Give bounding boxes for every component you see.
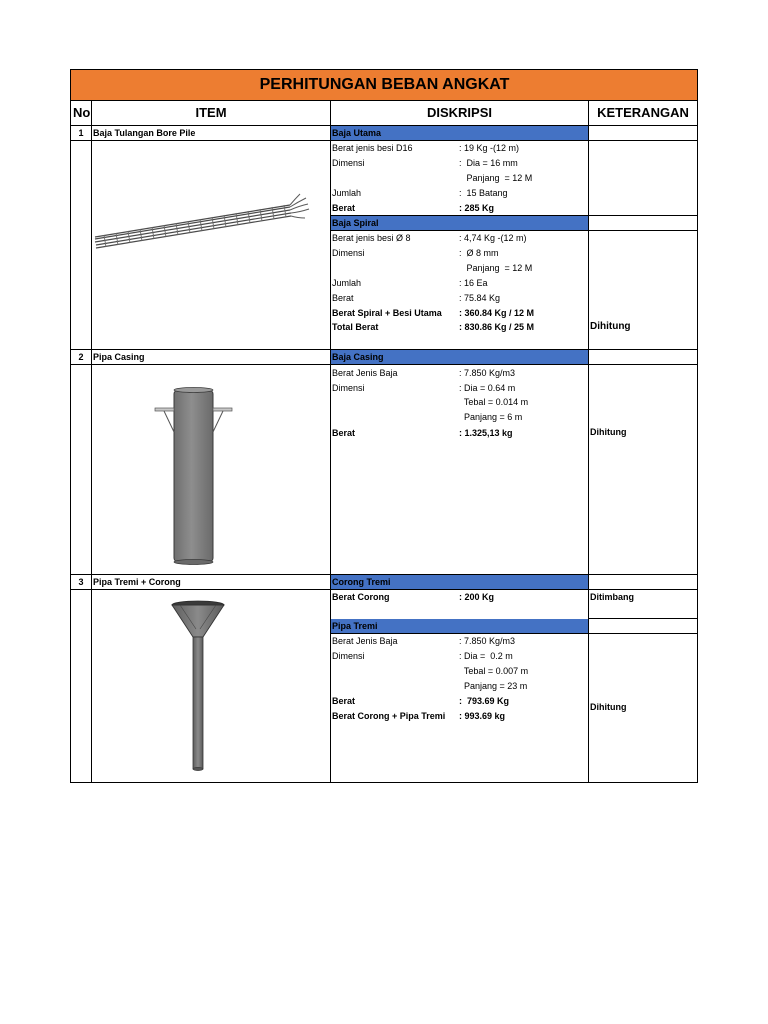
spec-value: : Dia = 16 mm <box>459 158 518 168</box>
grid-line <box>70 349 698 350</box>
spec-label: Berat jenis besi Ø 8 <box>332 233 411 243</box>
spec-label: Berat Corong + Pipa Tremi <box>332 711 446 721</box>
spec-value: : 7.850 Kg/m3 <box>459 368 516 378</box>
grid-line <box>70 589 698 590</box>
keterangan-text: Dihitung <box>590 321 631 332</box>
spec-value: : 4,74 Kg -(12 m) <box>459 233 527 243</box>
grid-line <box>330 100 331 783</box>
keterangan-text: Dihitung <box>590 427 627 437</box>
section-title: Pipa Tremi <box>332 621 378 631</box>
keterangan-text: Dihitung <box>590 702 627 712</box>
spec-value: : 1.325,13 kg <box>459 428 513 438</box>
spec-value: : 200 Kg <box>459 592 495 602</box>
spec-value: Panjang = 6 m <box>459 412 523 422</box>
spec-label: Berat Corong <box>332 592 390 602</box>
spec-value: : 793.69 Kg <box>459 696 510 706</box>
spec-value: Panjang = 23 m <box>459 681 528 691</box>
spec-label: Berat Jenis Baja <box>332 368 398 378</box>
rebar-cage-illustration <box>92 188 312 253</box>
spec-value: : 16 Ea <box>459 278 488 288</box>
header-keterangan: KETERANGAN <box>597 105 689 120</box>
item-name: Baja Tulangan Bore Pile <box>93 128 196 138</box>
spec-value: Tebal = 0.007 m <box>459 666 529 676</box>
spec-value: : Dia = 0.64 m <box>459 383 516 393</box>
spec-label: Berat Jenis Baja <box>332 636 398 646</box>
spec-value: : Ø 8 mm <box>459 248 499 258</box>
spec-label: Jumlah <box>332 188 362 198</box>
spec-value: : 360.84 Kg / 12 M <box>459 308 535 318</box>
spec-value: : 19 Kg -(12 m) <box>459 143 520 153</box>
grid-line <box>331 230 698 231</box>
spec-label: Berat <box>332 428 356 438</box>
spec-label: Berat <box>332 203 356 213</box>
spec-label: Dimensi <box>332 651 365 661</box>
grid-line <box>70 782 698 783</box>
grid-line <box>70 125 698 126</box>
spec-label: Dimensi <box>332 158 365 168</box>
item-name: Pipa Casing <box>93 352 145 362</box>
header-no: No <box>73 105 91 120</box>
grid-line <box>70 364 698 365</box>
spec-label: Total Berat <box>332 322 379 332</box>
spec-label: Berat <box>332 293 354 303</box>
spec-value: Tebal = 0.014 m <box>459 397 529 407</box>
section-title: Baja Spiral <box>332 218 379 228</box>
spec-label: Berat <box>332 696 356 706</box>
grid-line <box>70 69 71 783</box>
spec-value: : 15 Batang <box>459 188 508 198</box>
spec-value: : 830.86 Kg / 25 M <box>459 322 535 332</box>
grid-line <box>331 215 698 216</box>
grid-line <box>697 69 698 783</box>
spec-label: Berat Spiral + Besi Utama <box>332 308 442 318</box>
spec-label: Berat jenis besi D16 <box>332 143 413 153</box>
spec-value: Panjang = 12 M <box>459 173 533 183</box>
item-number: 2 <box>78 352 84 362</box>
tremie-funnel-illustration <box>165 599 235 774</box>
grid-line <box>331 633 698 634</box>
grid-line <box>70 140 698 141</box>
grid-line <box>70 574 698 575</box>
section-title: Baja Casing <box>332 352 384 362</box>
grid-line <box>588 100 589 783</box>
keterangan-text: Ditimbang <box>590 592 634 602</box>
item-number: 3 <box>78 577 84 587</box>
item-number: 1 <box>78 128 84 138</box>
spec-value: : 285 Kg <box>459 203 495 213</box>
spec-value: : 75.84 Kg <box>459 293 501 303</box>
item-name: Pipa Tremi + Corong <box>93 577 181 587</box>
header-diskripsi: DISKRIPSI <box>426 105 492 120</box>
header-item: ITEM <box>195 105 227 120</box>
spec-value: : 7.850 Kg/m3 <box>459 636 516 646</box>
section-title: Corong Tremi <box>332 577 391 587</box>
casing-pipe-illustration <box>150 386 240 566</box>
grid-line <box>589 618 698 619</box>
sheet-title: PERHITUNGAN BEBAN ANGKAT <box>259 76 510 93</box>
section-title: Baja Utama <box>332 128 382 138</box>
spec-value: Panjang = 12 M <box>459 263 533 273</box>
spec-value: : Dia = 0.2 m <box>459 651 513 661</box>
spec-label: Dimensi <box>332 383 365 393</box>
spec-label: Jumlah <box>332 278 362 288</box>
spec-value: : 993.69 kg <box>459 711 506 721</box>
spec-label: Dimensi <box>332 248 365 258</box>
